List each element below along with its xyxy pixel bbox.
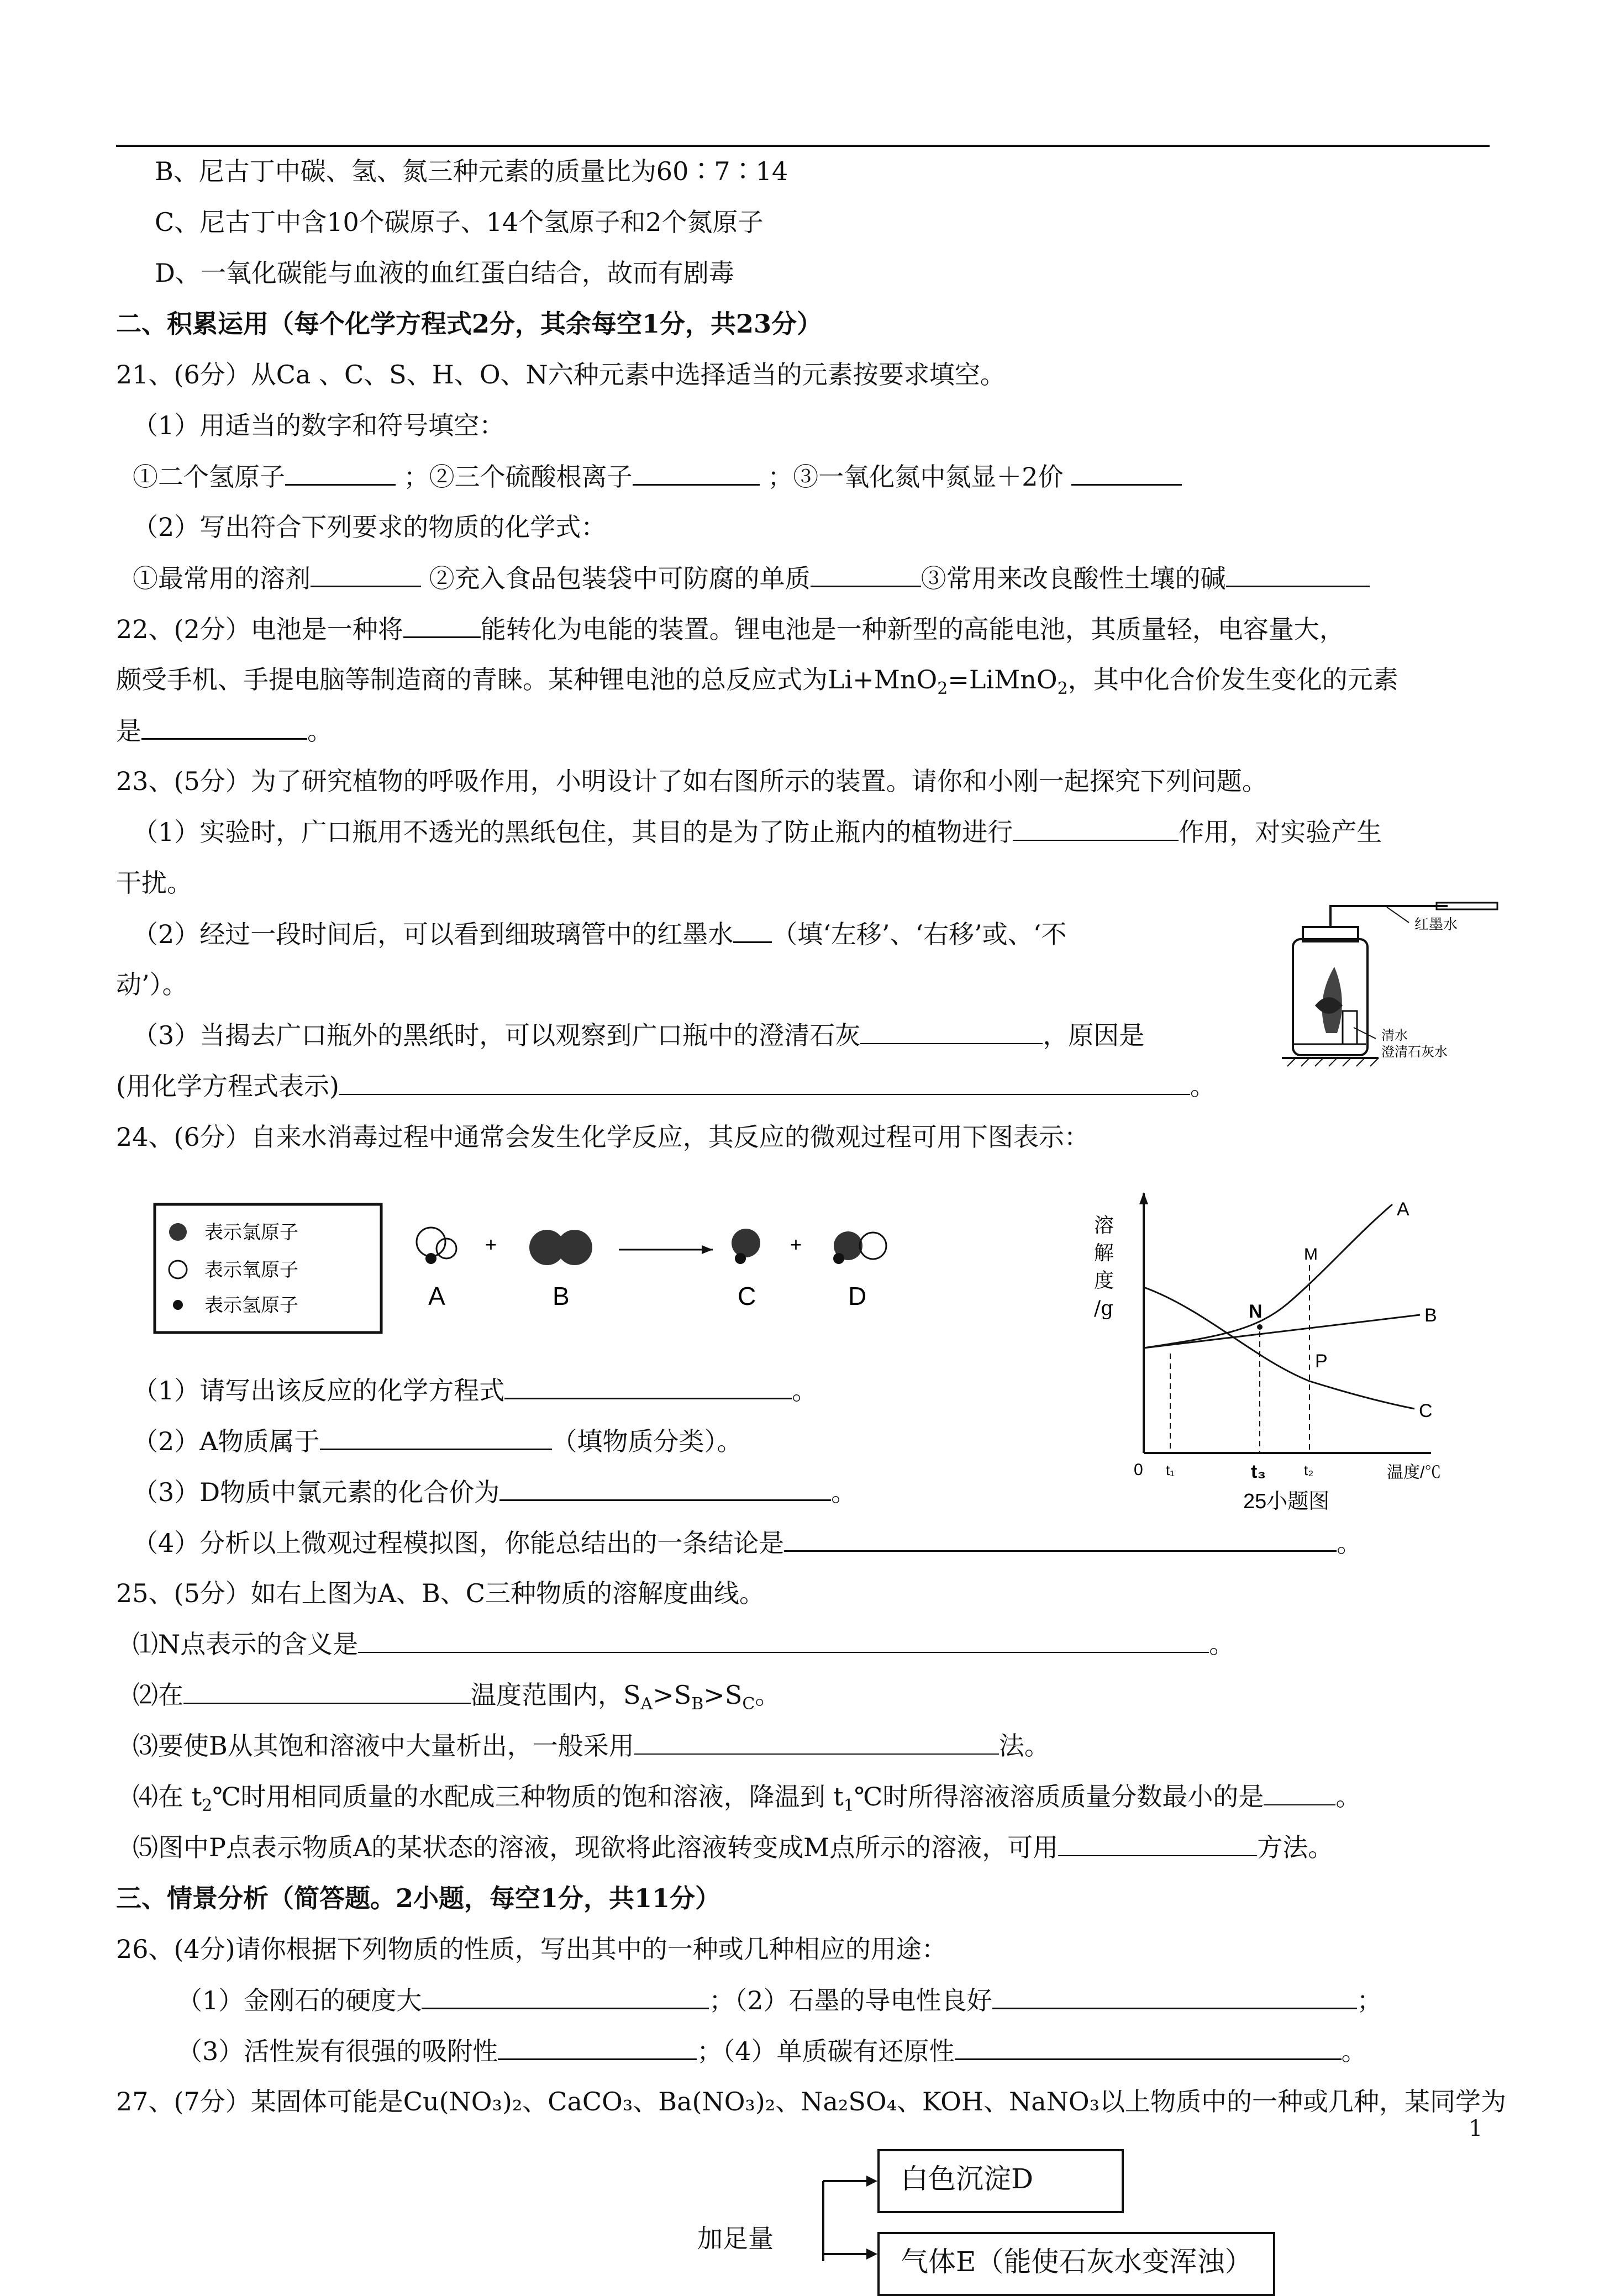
q22-text: =LiMnO <box>948 665 1058 694</box>
q26-stem: 26、(4分)请你根据下列物质的性质，写出其中的一种或几种相应的用途： <box>116 1934 947 1964</box>
q24-text: （填物质分类）。 <box>551 1426 743 1456</box>
section-3-heading: 三、情景分析（简答题。2小题，每空1分，共11分） <box>116 1883 721 1913</box>
q21-2b: ②充入食品包装袋中可防腐的单质 <box>429 564 811 593</box>
flow-box-gas: 气体E（能使石灰水变浑浊） <box>877 2232 1275 2296</box>
answer-blank[interactable] <box>733 917 772 943</box>
q24-part4 <box>133 1526 1506 1560</box>
label-lime-water: 澄清石灰水 <box>1381 1045 1448 1060</box>
subscript: B <box>691 1694 704 1714</box>
answer-blank[interactable] <box>422 1983 709 2009</box>
answer-blank[interactable] <box>285 460 396 486</box>
q23-text: ，原因是 <box>1043 1020 1145 1050</box>
option-d: D、一氧化碳能与血液的血红蛋白结合，故而有剧毒 <box>155 258 734 288</box>
answer-blank[interactable] <box>955 2034 1342 2060</box>
answer-blank[interactable] <box>1264 1780 1335 1805</box>
answer-blank[interactable] <box>498 2034 697 2060</box>
q26-text: ；（2）石墨的导电性良好 <box>709 1986 992 2015</box>
answer-blank[interactable] <box>320 1424 552 1450</box>
q22-line2 <box>116 663 1490 705</box>
label-curve-a: A <box>1397 1199 1409 1220</box>
q27-stem: 27、(7分）某固体可能是Cu(NO₃)₂、CaCO₃、Ba(NO₃)₂、Na₂SO₄、KOH、NaNO₃以上物质中的一种或几种，某同学为 <box>116 2087 1507 2116</box>
q22-text: 能转化为电能的装置。锂电池是一种新型的高能电池，其质量轻，电容量大， <box>480 614 1345 644</box>
answer-blank[interactable] <box>634 1729 999 1755</box>
q26-text: （3）活性炭有很强的吸附性 <box>177 2036 498 2066</box>
flow-box-precipitate: 白色沉淀D <box>877 2149 1124 2213</box>
answer-blank[interactable] <box>992 1983 1357 2009</box>
section-2-heading: 二、积累运用（每个化学方程式2分，其余每空1分，共23分） <box>116 309 823 339</box>
q25-part4 <box>133 1780 1506 1823</box>
q26-text: ；（4）单质碳有还原性 <box>697 2036 955 2066</box>
q21-2a: ①最常用的溶剂 <box>133 564 311 593</box>
q25-part5 <box>133 1831 1506 1864</box>
q25-text: >S <box>653 1680 692 1710</box>
ylabel-char: /g <box>1094 1297 1114 1320</box>
t1-label: t₁ <box>1166 1462 1175 1478</box>
legend-oxygen: 表示氧原子 <box>204 1260 298 1281</box>
q25-part3 <box>133 1729 1506 1762</box>
q25-text: ⑸图中P点表示物质A的某状态的溶液，现欲将此溶液转变成M点所示的溶液，可用 <box>133 1832 1059 1862</box>
answer-blank[interactable] <box>183 1678 471 1704</box>
option-b: B、尼古丁中碳、氢、氮三种元素的质量比为60∶7∶14 <box>155 156 788 186</box>
q25-text: ⑷在 t <box>133 1782 202 1811</box>
q24-text: （3）D物质中氯元素的化合价为 <box>133 1477 500 1507</box>
subscript: A <box>640 1694 653 1714</box>
micro-process-figure <box>144 1188 972 1348</box>
q23-part1-cont: 干扰。 <box>116 868 192 898</box>
answer-blank[interactable] <box>141 714 307 740</box>
point-n-marker <box>1257 1324 1263 1330</box>
x-axis-label: 温度/℃ <box>1387 1463 1442 1482</box>
label-d: D <box>848 1282 867 1310</box>
q25-text: ⑶要使B从其饱和溶液中大量析出，一般采用 <box>133 1731 634 1761</box>
q23-text: (用化学方程式表示) <box>116 1071 339 1101</box>
q22-line3 <box>116 714 1490 747</box>
q21-1b: ；②三个硫酸根离子 <box>403 462 633 492</box>
answer-blank[interactable] <box>784 1526 1337 1552</box>
q22-text: 是 <box>116 716 141 746</box>
q24-text: （1）请写出该反应的化学方程式 <box>133 1376 505 1405</box>
q24-stem: 24、(6分）自来水消毒过程中通常会发生化学反应，其反应的微观过程可用下图表示： <box>116 1122 1090 1152</box>
bottle-apparatus-figure <box>1282 895 1503 1072</box>
answer-blank[interactable] <box>403 612 481 638</box>
molecule-c <box>732 1229 760 1264</box>
q23-text: （1）实验时，广口瓶用不透光的黑纸包住，其目的是为了防止瓶内的植物进行 <box>133 817 1013 847</box>
ylabel-char: 解 <box>1094 1242 1114 1265</box>
q22-text: 22、(2分）电池是一种将 <box>116 614 403 644</box>
q26-row2 <box>177 2034 1550 2068</box>
molecule-b <box>529 1230 592 1265</box>
q21-1c: ；③一氧化氮中氮显＋2价 <box>767 462 1064 492</box>
flow-arrows <box>818 2171 884 2261</box>
answer-blank[interactable] <box>1013 815 1179 841</box>
q24-text: 。 <box>792 1376 818 1405</box>
answer-blank[interactable] <box>499 1475 831 1501</box>
answer-blank[interactable] <box>633 460 760 486</box>
label-leader <box>1387 907 1409 923</box>
answer-blank[interactable] <box>1058 1831 1257 1856</box>
answer-blank[interactable] <box>860 1019 1043 1044</box>
curve-c <box>1144 1287 1414 1409</box>
q22-line1 <box>116 612 1490 646</box>
q24-text: 。 <box>1337 1528 1363 1558</box>
subscript: 2 <box>202 1796 213 1816</box>
q25-part1 <box>133 1628 1506 1661</box>
answer-blank[interactable] <box>811 561 921 587</box>
q25-text: 。 <box>1209 1629 1235 1659</box>
molecule-d <box>833 1231 886 1264</box>
legend-chlorine: 表示氯原子 <box>204 1222 298 1243</box>
q23-text: （2）经过一段时间后，可以看到细玻璃管中的红墨水 <box>133 919 734 949</box>
subscript: C <box>742 1694 755 1714</box>
q23-stem: 23、(5分）为了研究植物的呼吸作用，小明设计了如右图所示的装置。请你和小刚一起探究下列问题。 <box>116 766 1267 796</box>
q25-text: >S <box>703 1680 743 1710</box>
solubility-curve-figure <box>1077 1182 1492 1514</box>
q26-text: ； <box>1356 1986 1382 2015</box>
q26-text: 。 <box>1341 2036 1367 2066</box>
q25-text: ℃时用相同质量的水配成三种物质的饱和溶液，降温到 t <box>212 1782 844 1811</box>
answer-blank[interactable] <box>1071 460 1182 486</box>
label-curve-b: B <box>1424 1305 1437 1326</box>
label-a: A <box>428 1282 445 1310</box>
q25-text: 方法。 <box>1257 1832 1334 1862</box>
oxygen-atom-icon <box>169 1261 187 1278</box>
label-c: C <box>738 1282 756 1310</box>
label-water: 清水 <box>1381 1028 1408 1043</box>
t2-label: t₂ <box>1304 1462 1314 1478</box>
page-number: 1 <box>1469 2116 1483 2141</box>
q23-part3-cont <box>116 1070 1490 1103</box>
q21-stem: 21、(6分）从Ca 、C、S、H、O、N六种元素中选择适当的元素按要求填空。 <box>116 360 1006 389</box>
q21-2c: ③常用来改良酸性土壤的碱 <box>921 564 1226 593</box>
subscript: 1 <box>843 1796 854 1816</box>
q21-part1: （1）用适当的数字和符号填空： <box>133 410 505 440</box>
hydrogen-atom-icon <box>173 1300 183 1310</box>
q24-text: （2）A物质属于 <box>133 1426 320 1456</box>
q25-stem: 25、(5分）如右上图为A、B、C三种物质的溶解度曲线。 <box>116 1578 765 1608</box>
answer-blank[interactable] <box>358 1628 1209 1653</box>
q23-part1 <box>133 815 1506 849</box>
molecule-a <box>417 1228 456 1264</box>
arrow-head-icon <box>866 2176 877 2187</box>
plus-sign: + <box>485 1233 497 1256</box>
q21-1a: ①二个氢原子 <box>133 462 285 492</box>
q23-text: 作用，对实验产生 <box>1179 817 1382 847</box>
q25-part2 <box>133 1678 1506 1721</box>
q23-text: （填‘左移’、‘右移’或、‘不 <box>772 919 1067 949</box>
q22-text: ，其中化合价发生变化的元素 <box>1067 665 1398 694</box>
curve-b <box>1144 1315 1420 1348</box>
q25-text: ℃时所得溶液溶质质量分数最小的是 <box>854 1782 1264 1811</box>
answer-blank[interactable] <box>1226 561 1370 587</box>
q25-text: ⑴N点表示的含义是 <box>133 1629 359 1659</box>
q23-part2-cont: 动’）。 <box>116 970 188 999</box>
ylabel-char: 度 <box>1094 1270 1114 1292</box>
origin-label: 0 <box>1134 1461 1143 1479</box>
q25-text: ⑵在 <box>133 1680 183 1710</box>
q21-part1-items <box>133 460 1506 493</box>
q25-text: 。 <box>755 1680 781 1710</box>
point-p: P <box>1315 1351 1328 1372</box>
q25-text: 温度范围内，S <box>471 1680 641 1710</box>
header-rule <box>116 145 1490 147</box>
q24-text: 。 <box>831 1477 857 1507</box>
q23-text: （3）当揭去广口瓶外的黑纸时，可以观察到广口瓶中的澄清石灰 <box>133 1020 861 1050</box>
q23-text: 。 <box>1190 1071 1216 1101</box>
label-red-ink: 红墨水 <box>1414 916 1458 933</box>
chlorine-atom-icon <box>169 1223 187 1241</box>
ylabel-char: 溶 <box>1094 1214 1114 1237</box>
q25-text: 。 <box>1335 1782 1361 1811</box>
q21-part2-items <box>133 561 1506 595</box>
point-m: M <box>1304 1245 1318 1263</box>
subscript: 2 <box>1057 679 1068 699</box>
legend-hydrogen: 表示氢原子 <box>204 1295 298 1316</box>
q26-row1 <box>177 1983 1550 2017</box>
label-curve-c: C <box>1419 1400 1433 1421</box>
figure-caption: 25小题图 <box>1243 1490 1330 1513</box>
q21-part2: （2）写出符合下列要求的物质的化学式： <box>133 512 607 542</box>
plus-sign: + <box>790 1233 802 1256</box>
q22-text: 。 <box>307 716 333 746</box>
t3-label: t₃ <box>1251 1461 1266 1482</box>
arrow-head-icon <box>866 2248 877 2260</box>
flow-arrow-label: 加足量 <box>697 2224 774 2253</box>
answer-blank[interactable] <box>339 1070 1190 1095</box>
q25-text: 法。 <box>998 1731 1050 1761</box>
curve-a <box>1144 1204 1392 1348</box>
answer-blank[interactable] <box>311 561 421 587</box>
point-n: N <box>1249 1301 1263 1322</box>
answer-blank[interactable] <box>504 1373 792 1399</box>
q22-text: 颇受手机、手提电脑等制造商的青睐。某种锂电池的总反应式为Li+MnO <box>116 665 938 694</box>
q26-text: （1）金刚石的硬度大 <box>177 1986 422 2015</box>
subscript: 2 <box>937 679 948 699</box>
label-b: B <box>553 1282 570 1310</box>
q24-text: （4）分析以上微观过程模拟图，你能总结出的一条结论是 <box>133 1528 785 1558</box>
option-c: C、尼古丁中含10个碳原子、14个氢原子和2个氮原子 <box>155 207 764 237</box>
